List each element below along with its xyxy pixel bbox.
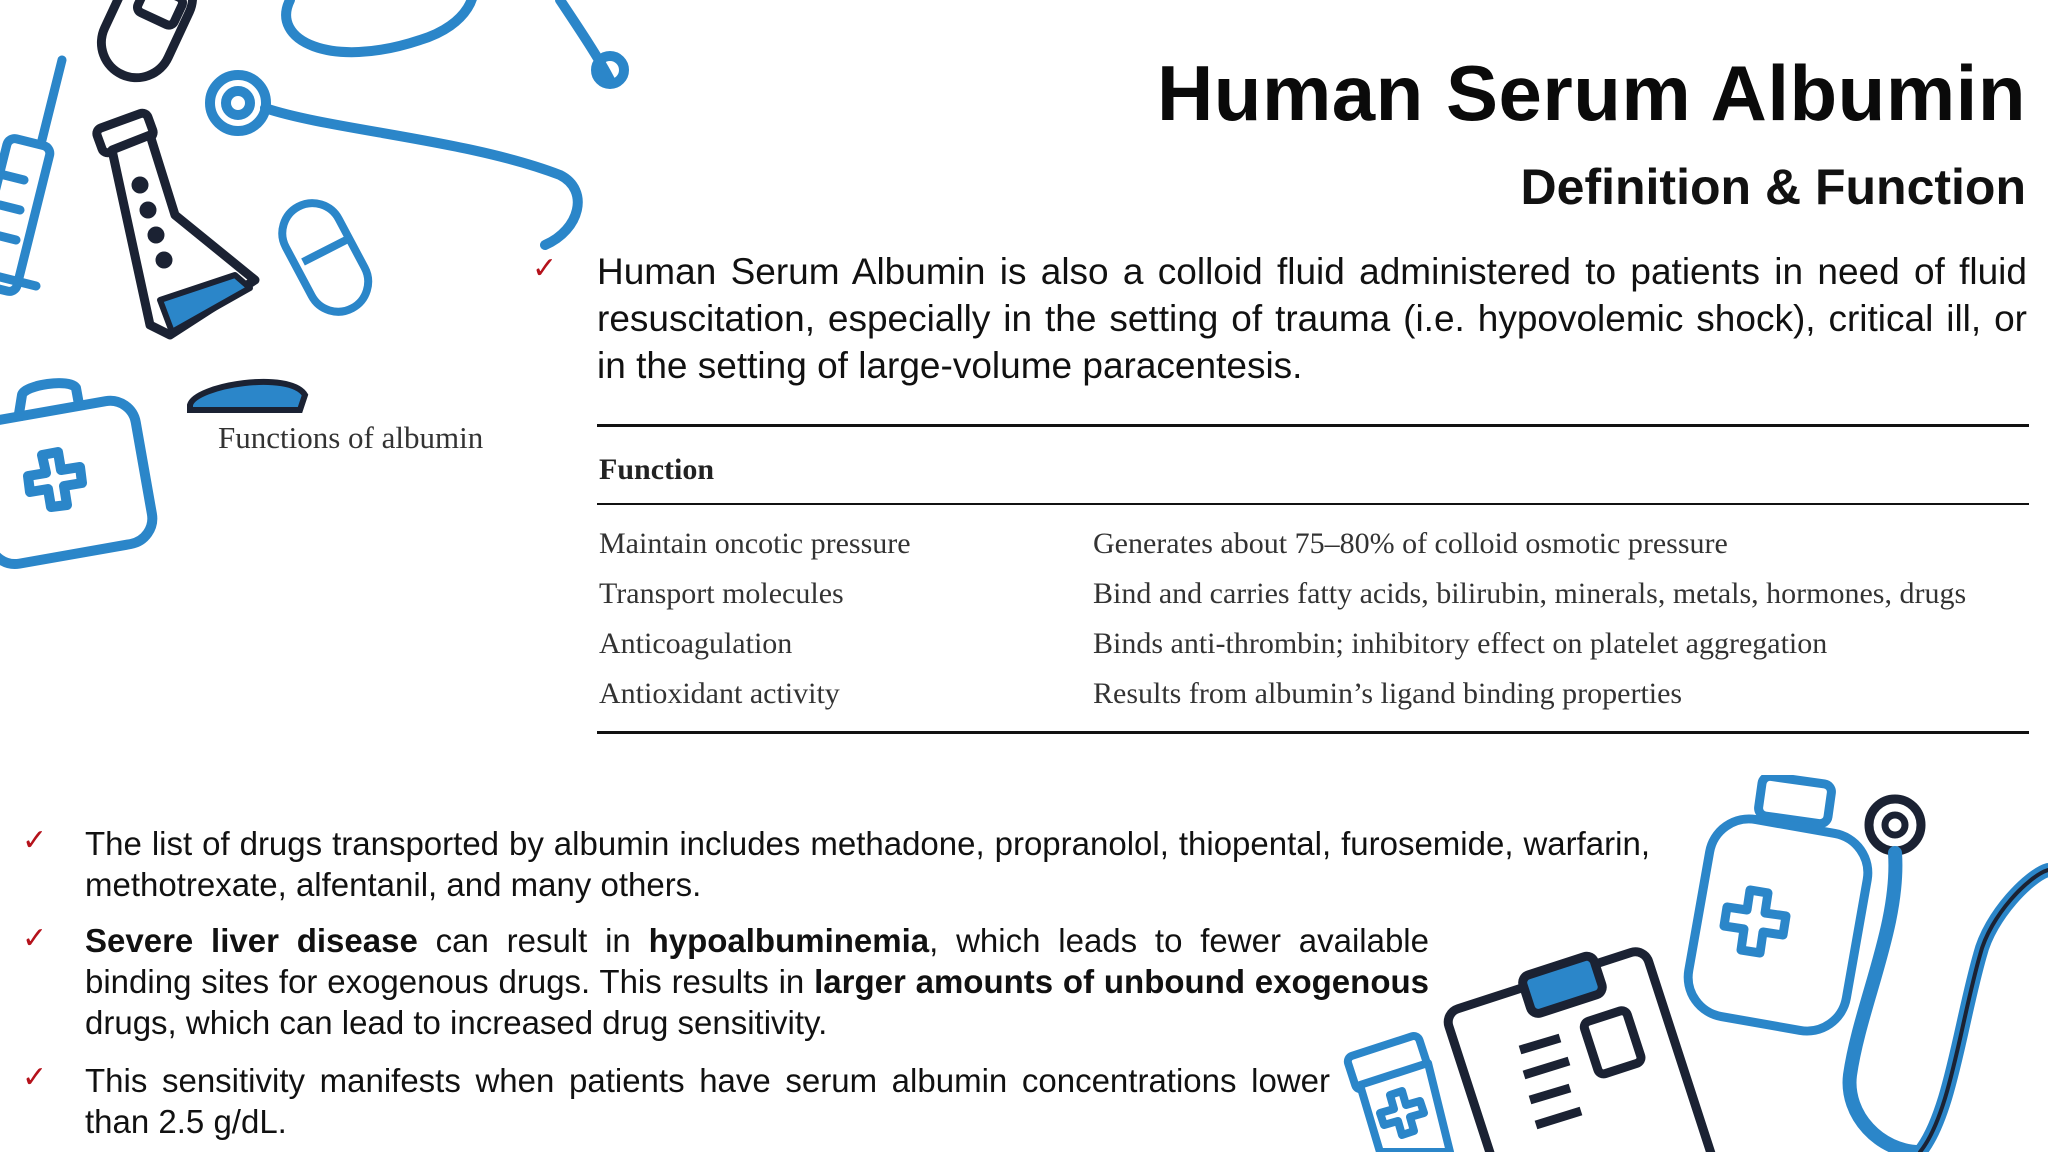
check-icon: ✓ xyxy=(532,251,558,286)
table-row xyxy=(597,569,2029,619)
check-icon: ✓ xyxy=(22,1060,48,1095)
pill-bottle-icon xyxy=(1346,1034,1450,1152)
table-cell-function: Antioxidant activity xyxy=(599,677,840,710)
bullet-liver-disease xyxy=(85,920,1429,1043)
bold-term: larger amounts of unbound exogenous xyxy=(814,963,1429,1000)
table-row xyxy=(597,669,2029,719)
table-row xyxy=(597,619,2029,669)
table-body xyxy=(597,505,2029,731)
stethoscope-icon xyxy=(1850,799,2048,1152)
bullet-text: can result in xyxy=(417,922,649,959)
intro-paragraph: Human Serum Albumin is also a colloid fluid administered to patients in need of fluid resuscitation, especially in the setting of trauma (i.e. hypovolemic shock), critical ill, or in the setting of large-volume paracentesis. xyxy=(597,251,2027,386)
bold-term: hypoalbuminemia xyxy=(648,922,930,959)
page-title: Human Serum Albumin xyxy=(1156,49,2026,137)
pill-icon xyxy=(272,193,379,323)
first-aid-kit-icon xyxy=(0,383,156,568)
table-cell-function: Maintain oncotic pressure xyxy=(599,527,911,560)
clipboard-icon xyxy=(1445,948,1716,1152)
functions-table xyxy=(597,424,2029,734)
check-icon: ✓ xyxy=(22,823,48,858)
capsule-icon xyxy=(90,0,204,89)
table-cell-description: Generates about 75–80% of colloid osmotic pressure xyxy=(1093,527,1728,560)
table-caption: Functions of albumin xyxy=(214,418,487,458)
medicine-bottle-icon xyxy=(1682,775,1874,1037)
flask-icon xyxy=(95,112,255,335)
bullet-text: drugs, which can lead to increased drug sensitivity. xyxy=(85,1004,828,1041)
table-cell-description: Results from albumin’s ligand binding properties xyxy=(1093,677,1683,710)
bullet-sensitivity-threshold: This sensitivity manifests when patients have serum albumin concentrations lower than 2.5 g/dL. xyxy=(85,1062,1330,1140)
syringe-icon xyxy=(0,60,62,293)
stethoscope-icon xyxy=(210,0,624,245)
table-cell-function: Anticoagulation xyxy=(599,627,793,660)
bullet-text: , which leads to fewer available binding sites for exogenous drugs. This results in xyxy=(85,922,1429,1000)
bold-term: Severe liver disease xyxy=(85,922,418,959)
table-cell-description: Binds anti-thrombin; inhibitory effect on platelet aggregation xyxy=(1093,627,1828,660)
check-icon: ✓ xyxy=(22,921,48,956)
table-cell-description: Bind and carries fatty acids, bilirubin, minerals, metals, hormones, drugs xyxy=(1093,577,1967,610)
top-left-medical-doodles xyxy=(0,0,640,580)
pill-icon xyxy=(190,382,305,410)
table-bottom-rule xyxy=(597,731,2029,734)
table-cell-function: Transport molecules xyxy=(599,577,844,610)
table-header: Function xyxy=(599,453,715,486)
bullet-drugs-transported: The list of drugs transported by albumin includes methadone, propranolol, thiopental, furosemide, warfarin, methotrexate, alfentanil, and many others. xyxy=(85,825,1650,903)
page-subtitle: Definition & Function xyxy=(1520,159,2026,215)
table-row xyxy=(597,519,2029,569)
